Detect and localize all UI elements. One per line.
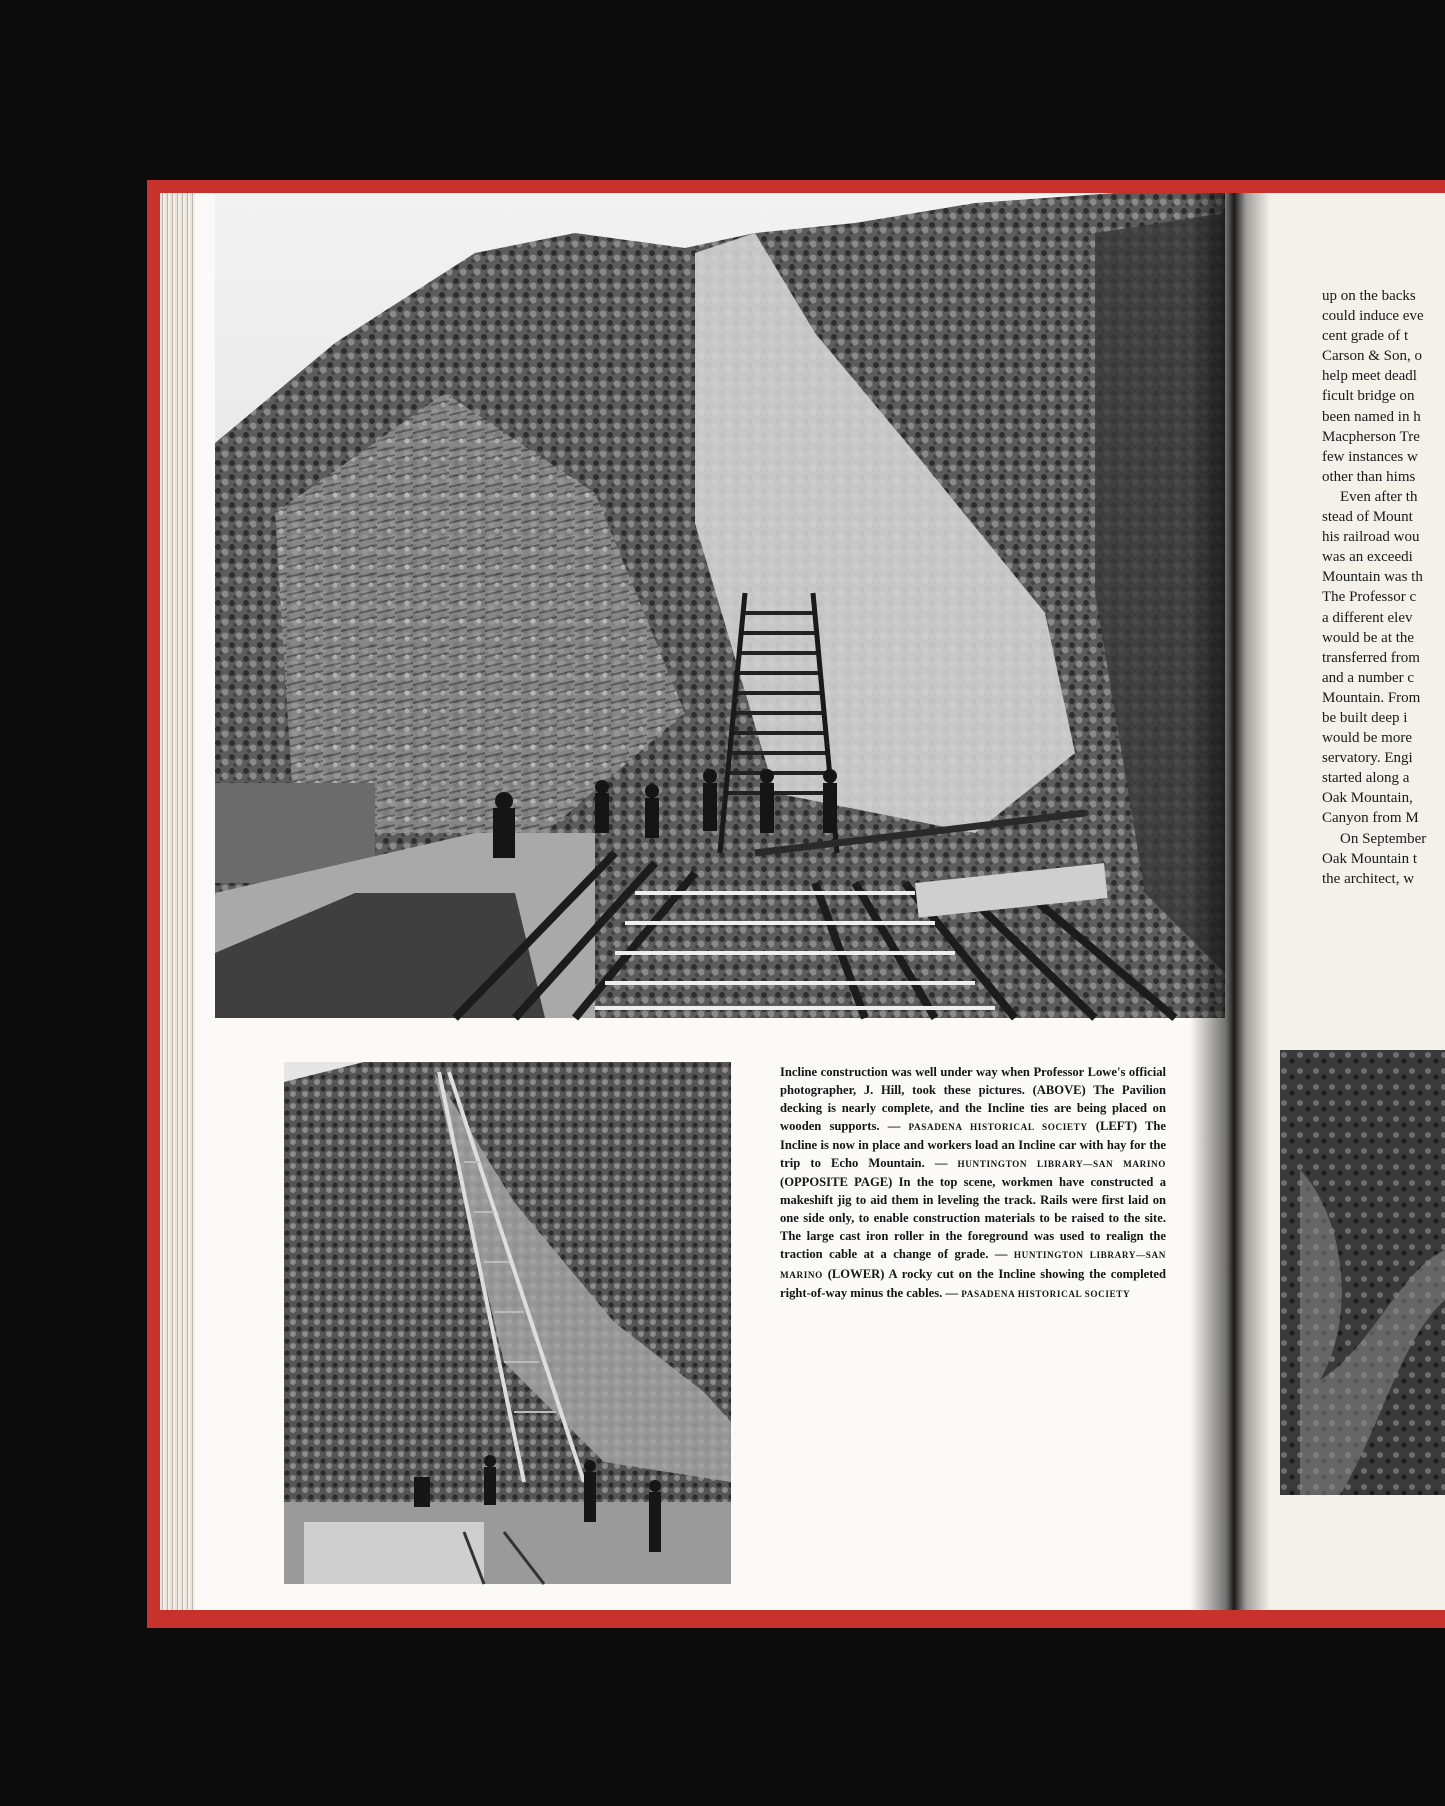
caption-text: (OPPOSITE PAGE) In the top scene, workmen have constructed a makeshift jig to aid them in leveling the track. Rails were first laid on one side only, to enable construction materials to be raised to the site. The large cast iron roller in the foreground was used to realign the traction cable at a change of grade. — xyxy=(780,1175,1166,1262)
book-gutter xyxy=(1190,193,1270,1610)
text-line: Macpherson Tre xyxy=(1322,428,1420,445)
text-line: help meet deadl xyxy=(1322,368,1417,385)
text-line: been named in h xyxy=(1322,408,1421,425)
text-line: a different elev xyxy=(1322,609,1413,626)
page-edges xyxy=(160,193,200,1610)
text-line: transferred from xyxy=(1322,649,1420,666)
text-line: was an exceedi xyxy=(1322,549,1413,566)
text-line: would be more xyxy=(1322,730,1412,747)
photo-caption xyxy=(780,1063,1166,1303)
text-line: servatory. Engi xyxy=(1322,750,1413,767)
text-line: and a number c xyxy=(1322,669,1415,686)
text-line: stead of Mount xyxy=(1322,509,1413,526)
credit-huntington-library: HUNTINGTON LIBRARY—SAN MARINO xyxy=(957,1159,1166,1170)
text-line: would be at the xyxy=(1322,629,1415,646)
text-line: started along a xyxy=(1322,770,1410,787)
credit-pasadena-historical-society: PASADENA HISTORICAL SOCIETY xyxy=(908,1122,1088,1133)
caption-text: Incline construction was well under way when Professor Lowe's official photographer, J. Hill, took these pictures. (ABOVE) The Pavilion decking is nearly complete, and the Incline ties are being placed on wooden supports. — xyxy=(780,1065,1166,1134)
text-line: cent grade of t xyxy=(1322,328,1409,345)
text-line: Mountain. From xyxy=(1322,689,1421,706)
caption-text: (LOWER) A rocky cut on the Incline showing the completed right-of-way minus the cables. — xyxy=(780,1266,1166,1300)
text-line: Oak Mountain, xyxy=(1322,790,1413,807)
text-line: ficult bridge on xyxy=(1322,388,1415,405)
right-page-photo xyxy=(1280,1050,1445,1495)
right-page-body-text xyxy=(1322,286,1445,887)
text-line: Even after th xyxy=(1340,488,1418,505)
text-line: few instances w xyxy=(1322,448,1418,465)
text-line: Mountain was th xyxy=(1322,569,1423,586)
text-line: Carson & Son, o xyxy=(1322,348,1423,365)
top-photo xyxy=(215,193,1225,1018)
text-line: other than hims xyxy=(1322,468,1416,485)
text-line: The Professor c xyxy=(1322,589,1417,606)
text-line: his railroad wou xyxy=(1322,529,1420,546)
caption-text: (LEFT) The Incline is now in place and workers load an Incline car with hay for the trip to Echo Mountain. — xyxy=(780,1119,1167,1171)
text-line: up on the backs xyxy=(1322,288,1416,304)
text-line: Oak Mountain t xyxy=(1322,850,1417,867)
text-line: the architect, w xyxy=(1322,870,1415,887)
credit-pasadena-historical-society: PASADENA HISTORICAL SOCIETY xyxy=(961,1288,1131,1299)
bottom-photo xyxy=(284,1062,731,1584)
text-line: could induce eve xyxy=(1322,308,1424,325)
text-line: On September xyxy=(1340,830,1427,847)
text-line: be built deep i xyxy=(1322,709,1408,726)
text-line: Canyon from M xyxy=(1322,810,1419,827)
credit-huntington-library: HUNTINGTON LIBRARY—SAN MARINO xyxy=(780,1250,1166,1280)
